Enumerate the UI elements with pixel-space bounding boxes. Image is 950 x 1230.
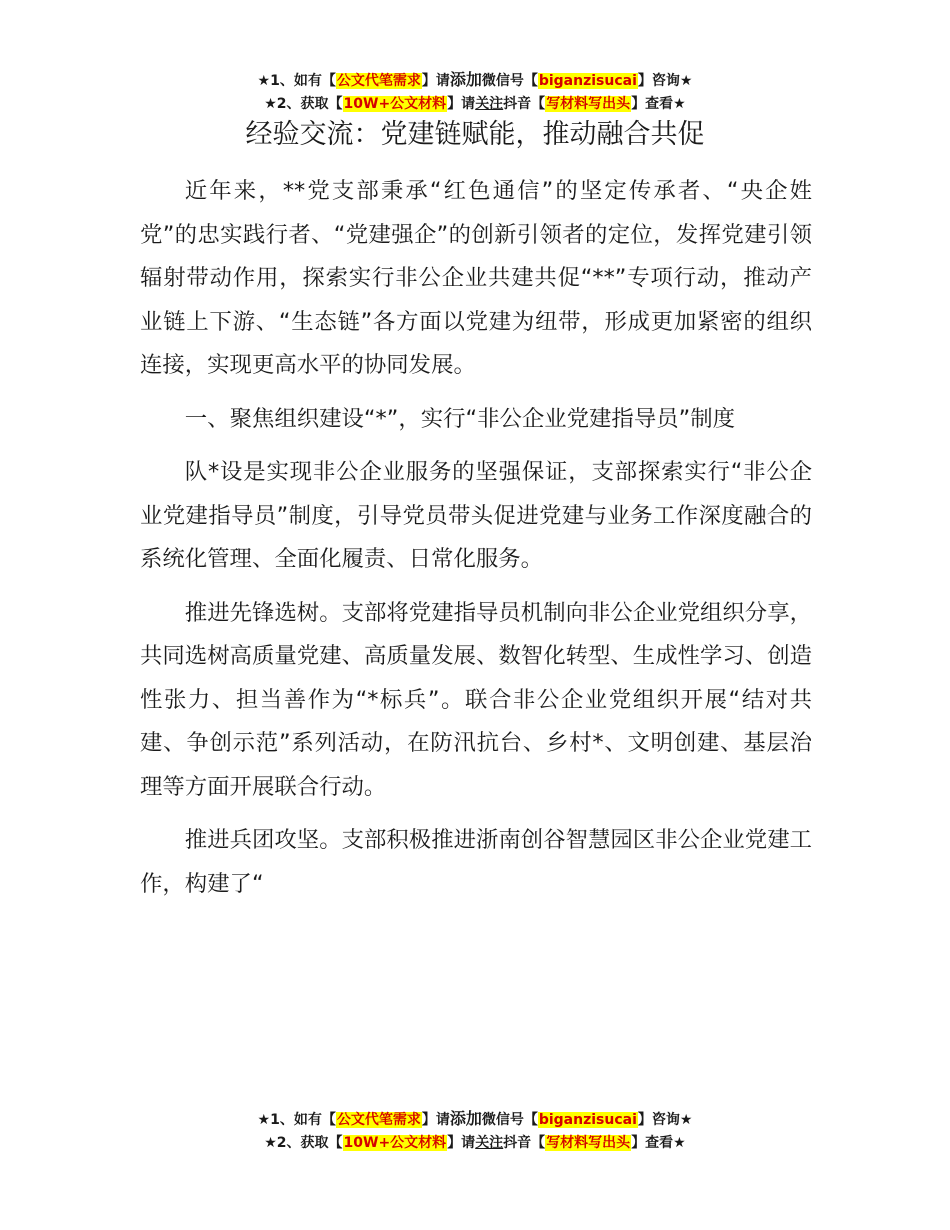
banner-text: 抖音【 [503, 1135, 546, 1151]
banner-highlight: biganzisucai [538, 73, 637, 89]
banner-text: 微信号【 [481, 1112, 538, 1128]
banner-emphasis: 添加 [449, 70, 482, 89]
banner-line-1 [0, 68, 950, 93]
banner-text: ★2、获取【 [264, 1135, 343, 1151]
banner-highlight: biganzisucai [538, 1112, 637, 1128]
banner-text: 微信号【 [481, 73, 538, 89]
paragraph: 推进先锋选树。支部将党建指导员机制向非公企业党组织分享，共同选树高质量党建、高质量发展、数智化转型、生成性学习、创造性张力、担当善作为“*标兵”。联合非公企业党组织开展“结对共建、争创示范”系列活动，在防汛抗台、乡村*、文明创建、基层治理等方面开展联合行动。 [140, 599, 812, 800]
banner-text: 】查看★ [631, 96, 686, 112]
banner-text: 】咨询★ [637, 1112, 693, 1128]
banner-text: 】请 [447, 96, 476, 112]
banner-text: 】请 [421, 1112, 450, 1128]
paragraph: 近年来，**党支部秉承“红色通信”的坚定传承者、“央企姓党”的忠实践行者、“党建强企”的创新引领者的定位，发挥党建引领辐射带动作用，探索实行非公企业共建共促“**”专项行动，推动产业链上下游、“生态链”各方面以党建为纽带，形成更加紧密的组织连接，实现更高水平的协同发展。 [140, 178, 812, 378]
banner-highlight: 10W+公文材料 [343, 1135, 447, 1151]
paragraph: 队*设是实现非公企业服务的坚强保证，支部探索实行“非公企业党建指导员”制度，引导党员带头促进党建与业务工作深度融合的系统化管理、全面化履责、日常化服务。 [140, 459, 812, 572]
banner-text: 】咨询★ [637, 73, 693, 89]
banner-text: ★1、如有【 [257, 1112, 336, 1128]
banner-emphasis: 关注 [475, 96, 504, 112]
banner-emphasis: 关注 [475, 1135, 504, 1151]
header-banner [0, 68, 950, 116]
banner-highlight: 写材料写出头 [546, 1135, 631, 1151]
paragraph: 推进兵团攻坚。支部积极推进浙南创谷智慧园区非公企业党建工作，构建了“ [140, 827, 812, 897]
banner-line-1 [0, 1107, 950, 1132]
document-body [140, 170, 812, 916]
banner-text: ★1、如有【 [257, 73, 336, 89]
banner-text: 】请 [447, 1135, 476, 1151]
banner-emphasis: 添加 [449, 1109, 482, 1128]
banner-text: ★2、获取【 [264, 96, 343, 112]
footer-banner [0, 1107, 950, 1155]
document-title: 经验交流：党建链赋能，推动融合共促 [245, 119, 705, 150]
banner-text: 】查看★ [631, 1135, 686, 1151]
section-heading: 一、聚焦组织建设“*”，实行“非公企业党建指导员”制度 [184, 405, 735, 432]
banner-text: 抖音【 [503, 96, 546, 112]
banner-highlight: 公文代笔需求 [336, 73, 421, 89]
banner-line-2 [0, 1132, 950, 1155]
banner-text: 】请 [421, 73, 450, 89]
banner-highlight: 10W+公文材料 [343, 96, 447, 112]
banner-highlight: 写材料写出头 [546, 96, 631, 112]
banner-highlight: 公文代笔需求 [336, 1112, 421, 1128]
